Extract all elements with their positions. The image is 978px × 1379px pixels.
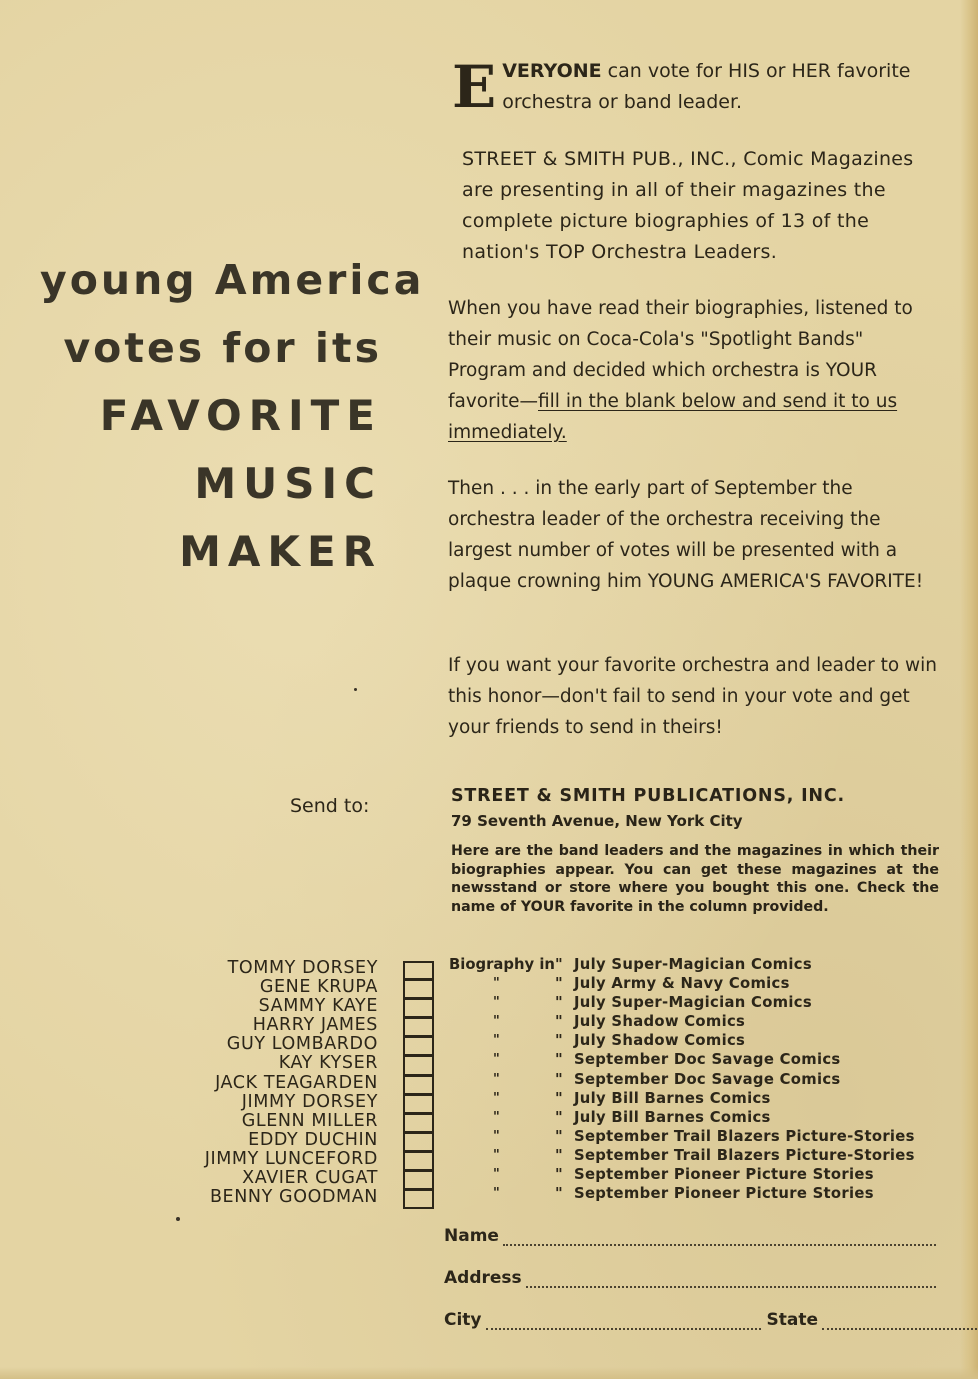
ditto-mark: " [493, 1109, 500, 1125]
drop-cap: E [452, 53, 497, 121]
magazine-title: September Trail Blazers Picture-Stories [574, 1146, 915, 1164]
ditto-mark: " [493, 995, 500, 1011]
address-field[interactable] [526, 1272, 936, 1288]
mailing-street: 79 Seventh Avenue, New York City [451, 812, 743, 830]
magazine-row [449, 1089, 949, 1108]
ditto-mark: " [493, 1052, 500, 1068]
underlined-call-to-action: fill in the blank below and send it to us immediately. [448, 391, 898, 443]
magazine-row [449, 1012, 949, 1031]
vote-checkbox[interactable] [403, 1171, 434, 1190]
name-label: Name [444, 1226, 499, 1246]
headline [40, 246, 425, 586]
headline-line-1: young America [40, 256, 425, 304]
leader-name: JIMMY DORSEY [241, 1091, 378, 1112]
state-label: State [766, 1310, 819, 1330]
ditto-mark: " [555, 1127, 563, 1145]
city-label: City [444, 1310, 482, 1330]
magazine-row [449, 1031, 949, 1050]
city-field[interactable] [486, 1314, 761, 1330]
headline-line-2: votes for its [63, 324, 382, 372]
vote-checkbox[interactable] [403, 1133, 434, 1152]
magazine-title: July Shadow Comics [574, 1013, 746, 1031]
page-edge-shadow [960, 0, 978, 1379]
ditto-mark: " [493, 1128, 500, 1144]
vote-checkbox[interactable] [403, 1114, 434, 1133]
magazine-title: September Doc Savage Comics [574, 1051, 841, 1069]
magazine-row [449, 1050, 949, 1069]
magazine-title: July Bill Barnes Comics [574, 1108, 771, 1126]
ditto-mark: " [493, 1186, 500, 1202]
city-state-row [444, 1310, 936, 1330]
magazine-title: July Super-Magician Comics [574, 994, 812, 1012]
ditto-mark: " [493, 1014, 500, 1030]
leader-name: KAY KYSER [278, 1053, 378, 1074]
magazine-row [449, 955, 949, 974]
magazine-list [449, 955, 949, 1203]
leader-name: GENE KRUPA [259, 977, 378, 998]
announcement-paragraph: Then . . . in the early part of September the orchestra leader of the orchestra receiving the largest number of votes will be presented with a plaque crowning him YOUNG AMERICA'S FAVORITE! [448, 478, 924, 592]
magazine-row [449, 974, 949, 993]
ditto-mark: " [493, 976, 500, 992]
instructions-paragraph [448, 293, 940, 448]
leader-name: EDDY DUCHIN [248, 1129, 378, 1150]
vote-checkbox[interactable] [403, 1190, 434, 1209]
magazine-row [449, 993, 949, 1012]
ditto-mark: " [555, 1166, 563, 1184]
ballot-instructions: Here are the band leaders and the magazines in which their biographies appear. You can get these magazines at the newsstand or store where you bought this one. Check the name of YOUR favorite in the column provided. [451, 843, 939, 915]
headline-line-5: MAKER [179, 527, 382, 576]
ditto-mark: " [555, 1070, 563, 1088]
vote-checkbox[interactable] [403, 1076, 434, 1095]
ditto-mark: " [493, 1071, 500, 1087]
name-row [444, 1226, 936, 1246]
page-bottom-shadow [0, 1367, 978, 1379]
leader-name: BENNY GOODMAN [209, 1187, 378, 1208]
ditto-mark: " [555, 994, 563, 1012]
magazine-row [449, 1108, 949, 1127]
send-to-label: Send to: [290, 795, 370, 817]
ink-speck [176, 1217, 180, 1221]
vote-checkbox[interactable] [403, 1152, 434, 1171]
ditto-mark: " [555, 1013, 563, 1031]
leader-name: JACK TEAGARDEN [215, 1072, 378, 1093]
vote-checkbox[interactable] [403, 1018, 434, 1037]
address-label: Address [444, 1268, 522, 1288]
ditto-mark: " [555, 1146, 563, 1164]
leader-name: JIMMY LUNCEFORD [204, 1148, 378, 1169]
magazine-row [449, 1127, 949, 1146]
intro-rest: can vote for HIS or HER favorite orchestra or band leader. [502, 60, 911, 113]
leader-name: HARRY JAMES [252, 1015, 378, 1036]
magazine-row [449, 1184, 949, 1203]
magazine-title: July Army & Navy Comics [574, 975, 790, 993]
leader-name: SAMMY KAYE [258, 996, 378, 1017]
ditto-mark: " [555, 975, 563, 993]
ditto-mark: " [493, 1033, 500, 1049]
headline-line-3: FAVORITE [99, 391, 382, 440]
vote-checkbox[interactable] [403, 961, 434, 980]
magazine-title: September Doc Savage Comics [574, 1070, 841, 1088]
ditto-mark: " [493, 1167, 500, 1183]
ditto-mark: " [493, 1147, 500, 1163]
vote-checkbox[interactable] [403, 1095, 434, 1114]
intro-paragraph [448, 53, 940, 121]
vote-checkbox-column [403, 961, 434, 1209]
ditto-mark: " [555, 1051, 563, 1069]
paragraph-text: When you have read their biographies, listened to their music on Coca-Cola's "Spotlight Bands" Program and decided which orchestra is YOUR favorite— [448, 298, 913, 412]
ditto-mark: " [555, 1108, 563, 1126]
leader-list [150, 959, 378, 1207]
magazine-row [449, 1070, 949, 1089]
vote-checkbox[interactable] [403, 980, 434, 999]
biography-in-label: Biography in [449, 956, 555, 973]
magazine-title: July Bill Barnes Comics [574, 1089, 771, 1107]
magazine-title: July Shadow Comics [574, 1032, 746, 1050]
magazine-title: September Pioneer Picture Stories [574, 1166, 874, 1184]
headline-line-4: MUSIC [194, 459, 382, 508]
ditto-mark: " [493, 1090, 500, 1106]
magazine-row [449, 1165, 949, 1184]
state-field[interactable] [822, 1314, 978, 1330]
magazine-row [449, 1146, 949, 1165]
ditto-mark: " [555, 1032, 563, 1050]
publisher-paragraph: STREET & SMITH PUB., INC., Comic Magazines are presenting in all of their magazines the complete picture biographies of 13 of the nation's TOP Orchestra Leaders. [462, 148, 914, 263]
vote-checkbox[interactable] [403, 1037, 434, 1056]
vote-checkbox[interactable] [403, 999, 434, 1018]
magazine-title: September Trail Blazers Picture-Stories [574, 1127, 915, 1145]
leader-name: GLENN MILLER [241, 1110, 378, 1131]
encouragement-paragraph: If you want your favorite orchestra and leader to win this honor—don't fail to send in your vote and get your friends to send in theirs! [448, 655, 938, 738]
mailing-company: STREET & SMITH PUBLICATIONS, INC. [451, 786, 845, 806]
name-field[interactable] [503, 1230, 936, 1246]
ditto-mark: " [555, 956, 563, 973]
ditto-mark: " [555, 1185, 563, 1203]
leader-name: TOMMY DORSEY [227, 958, 378, 978]
ink-speck [354, 688, 357, 691]
magazine-title: September Pioneer Picture Stories [574, 1185, 874, 1203]
leader-name: GUY LOMBARDO [226, 1034, 378, 1055]
ditto-mark: " [555, 1089, 563, 1107]
intro-lead: VERYONE [502, 60, 602, 82]
magazine-title: July Super-Magician Comics [574, 956, 812, 973]
vote-checkbox[interactable] [403, 1056, 434, 1075]
address-row [444, 1268, 936, 1288]
leader-name: XAVIER CUGAT [242, 1168, 378, 1189]
